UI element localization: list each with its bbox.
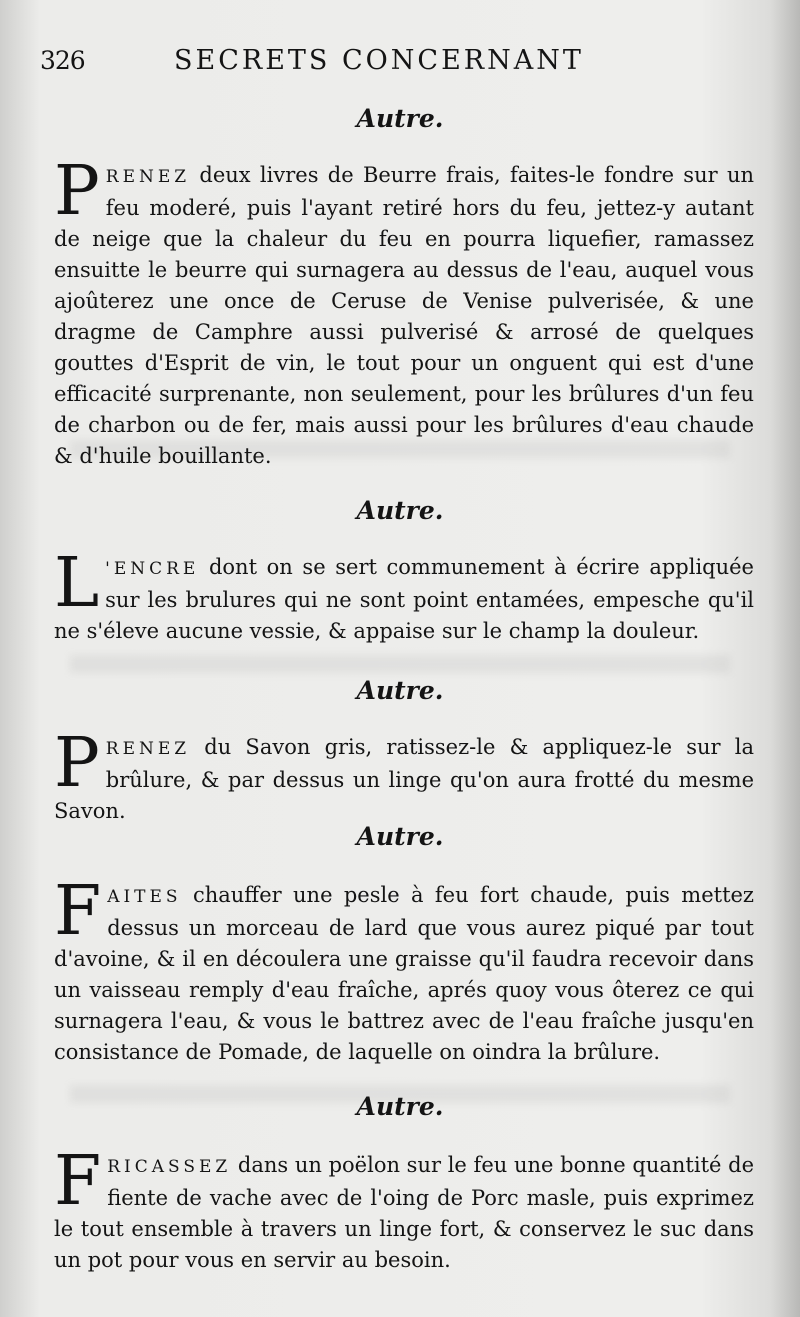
lead-word: RENEZ [105,739,191,759]
section-heading: Autre. [356,104,444,133]
recipe-paragraph [54,1142,754,1276]
recipe-text: dont on se sert communement à écrire appliquée sur les brulures qui ne sont point entamées, empesche qu'il ne s'éleve aucune vessie, & appaise sur le champ la douleur. [54,555,754,643]
drop-cap: P [54,724,100,803]
recipe-text: chauffer une pesle à feu fort chaude, puis mettez dessus un morceau de lard que vous aurez piqué par tout d'avoine, & il en découlera une graisse qu'il faudra recevoir dans un vaisseau remply d'eau fraîche, aprés quoy vous ôterez ce qui surnagera l'eau, & vous le battrez avec de l'eau fraîche jusqu'en consistance de Pomade, de laquelle on oindra la brûlure. [54,883,754,1064]
section-heading: Autre. [356,1092,444,1121]
page-number: 326 [40,45,85,75]
page-header [40,40,740,80]
lead-word: RENEZ [105,167,191,187]
lead-word: AITES [107,887,182,907]
section-heading: Autre. [356,496,444,525]
section-heading: Autre. [356,822,444,851]
running-title: SECRETS CONCERNANT [174,44,584,76]
show-through-mark [70,655,730,673]
recipe-paragraph [54,152,754,472]
recipe-paragraph [54,872,754,1068]
lead-word: 'ENCRE [105,559,200,579]
recipe-paragraph [54,544,754,647]
drop-cap: L [54,544,100,623]
section-heading: Autre. [356,676,444,705]
lead-word: RICASSEZ [107,1157,232,1177]
drop-cap: F [54,1142,102,1221]
recipe-paragraph [54,724,754,827]
drop-cap: P [54,152,100,231]
recipe-text: du Savon gris, ratissez-le & appliquez-le sur la brûlure, & par dessus un linge qu'on aura frotté du mesme Savon. [54,735,754,823]
recipe-text: dans un poëlon sur le feu une bonne quantité de fiente de vache avec de l'oing de Porc masle, puis exprimez le tout ensemble à travers un linge fort, & conservez le suc dans un pot pour vous en servir au besoin. [54,1153,754,1272]
recipe-text: deux livres de Beurre frais, faites-le fondre sur un feu moderé, puis l'ayant retiré hors du feu, jettez-y autant de neige que la chaleur du feu en pourra liquefier, ramassez ensuitte le beurre qui surnagera au dessus de l'eau, auquel vous ajoûterez une once de Ceruse de Venise pulverisée, & une dragme de Camphre aussi pulverisé & arrosé de quelques gouttes d'Esprit de vin, le tout pour un onguent qui est d'une efficacité surprenante, non seulement, pour les brûlures d'un feu de charbon ou de fer, mais aussi pour les brûlures d'eau chaude & d'huile bouillante. [54,163,754,468]
drop-cap: F [54,872,102,951]
